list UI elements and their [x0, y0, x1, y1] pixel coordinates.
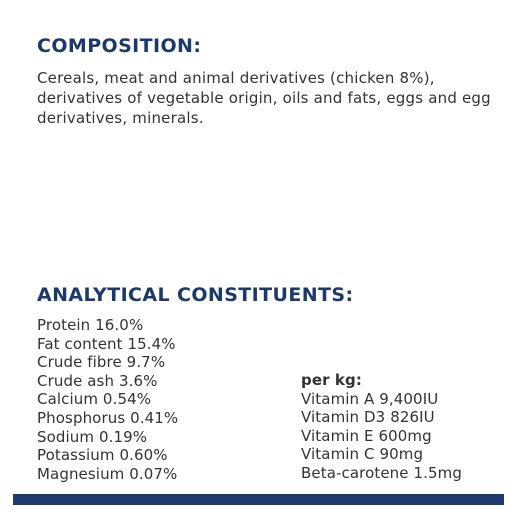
vitamin-item: Vitamin D3 826IU	[301, 408, 435, 427]
constituent-item: Sodium 0.19%	[37, 427, 148, 446]
vitamin-item: Vitamin C 90mg	[301, 445, 424, 464]
constituent-item: Protein 16.0%	[37, 316, 144, 334]
composition-heading: COMPOSITION:	[37, 35, 202, 57]
constituent-item: Potassium 0.60%	[37, 446, 168, 465]
bottom-accent-bar	[13, 494, 504, 505]
constituent-item: Crude ash 3.6%	[37, 371, 158, 390]
per-kg-label: per kg:	[301, 371, 362, 389]
composition-text: Cereals, meat and animal derivatives (chicken 8%), derivatives of vegetable origin, oils and fats, eggs and egg derivatives, minerals.	[37, 69, 491, 127]
constituent-item: Fat content 15.4%	[37, 334, 176, 353]
constituent-item: Calcium 0.54%	[37, 390, 152, 409]
per-kg-list	[301, 371, 462, 483]
constituent-item: Magnesium 0.07%	[37, 464, 178, 483]
constituents-list	[37, 316, 178, 483]
vitamin-item: Vitamin E 600mg	[301, 426, 432, 445]
constituent-item: Phosphorus 0.41%	[37, 408, 179, 427]
vitamin-item: Beta-carotene 1.5mg	[301, 463, 462, 482]
constituent-item: Crude fibre 9.7%	[37, 353, 166, 372]
vitamin-item: Vitamin A 9,400IU	[301, 389, 439, 408]
analytical-constituents-heading: ANALYTICAL CONSTITUENTS:	[37, 284, 354, 306]
